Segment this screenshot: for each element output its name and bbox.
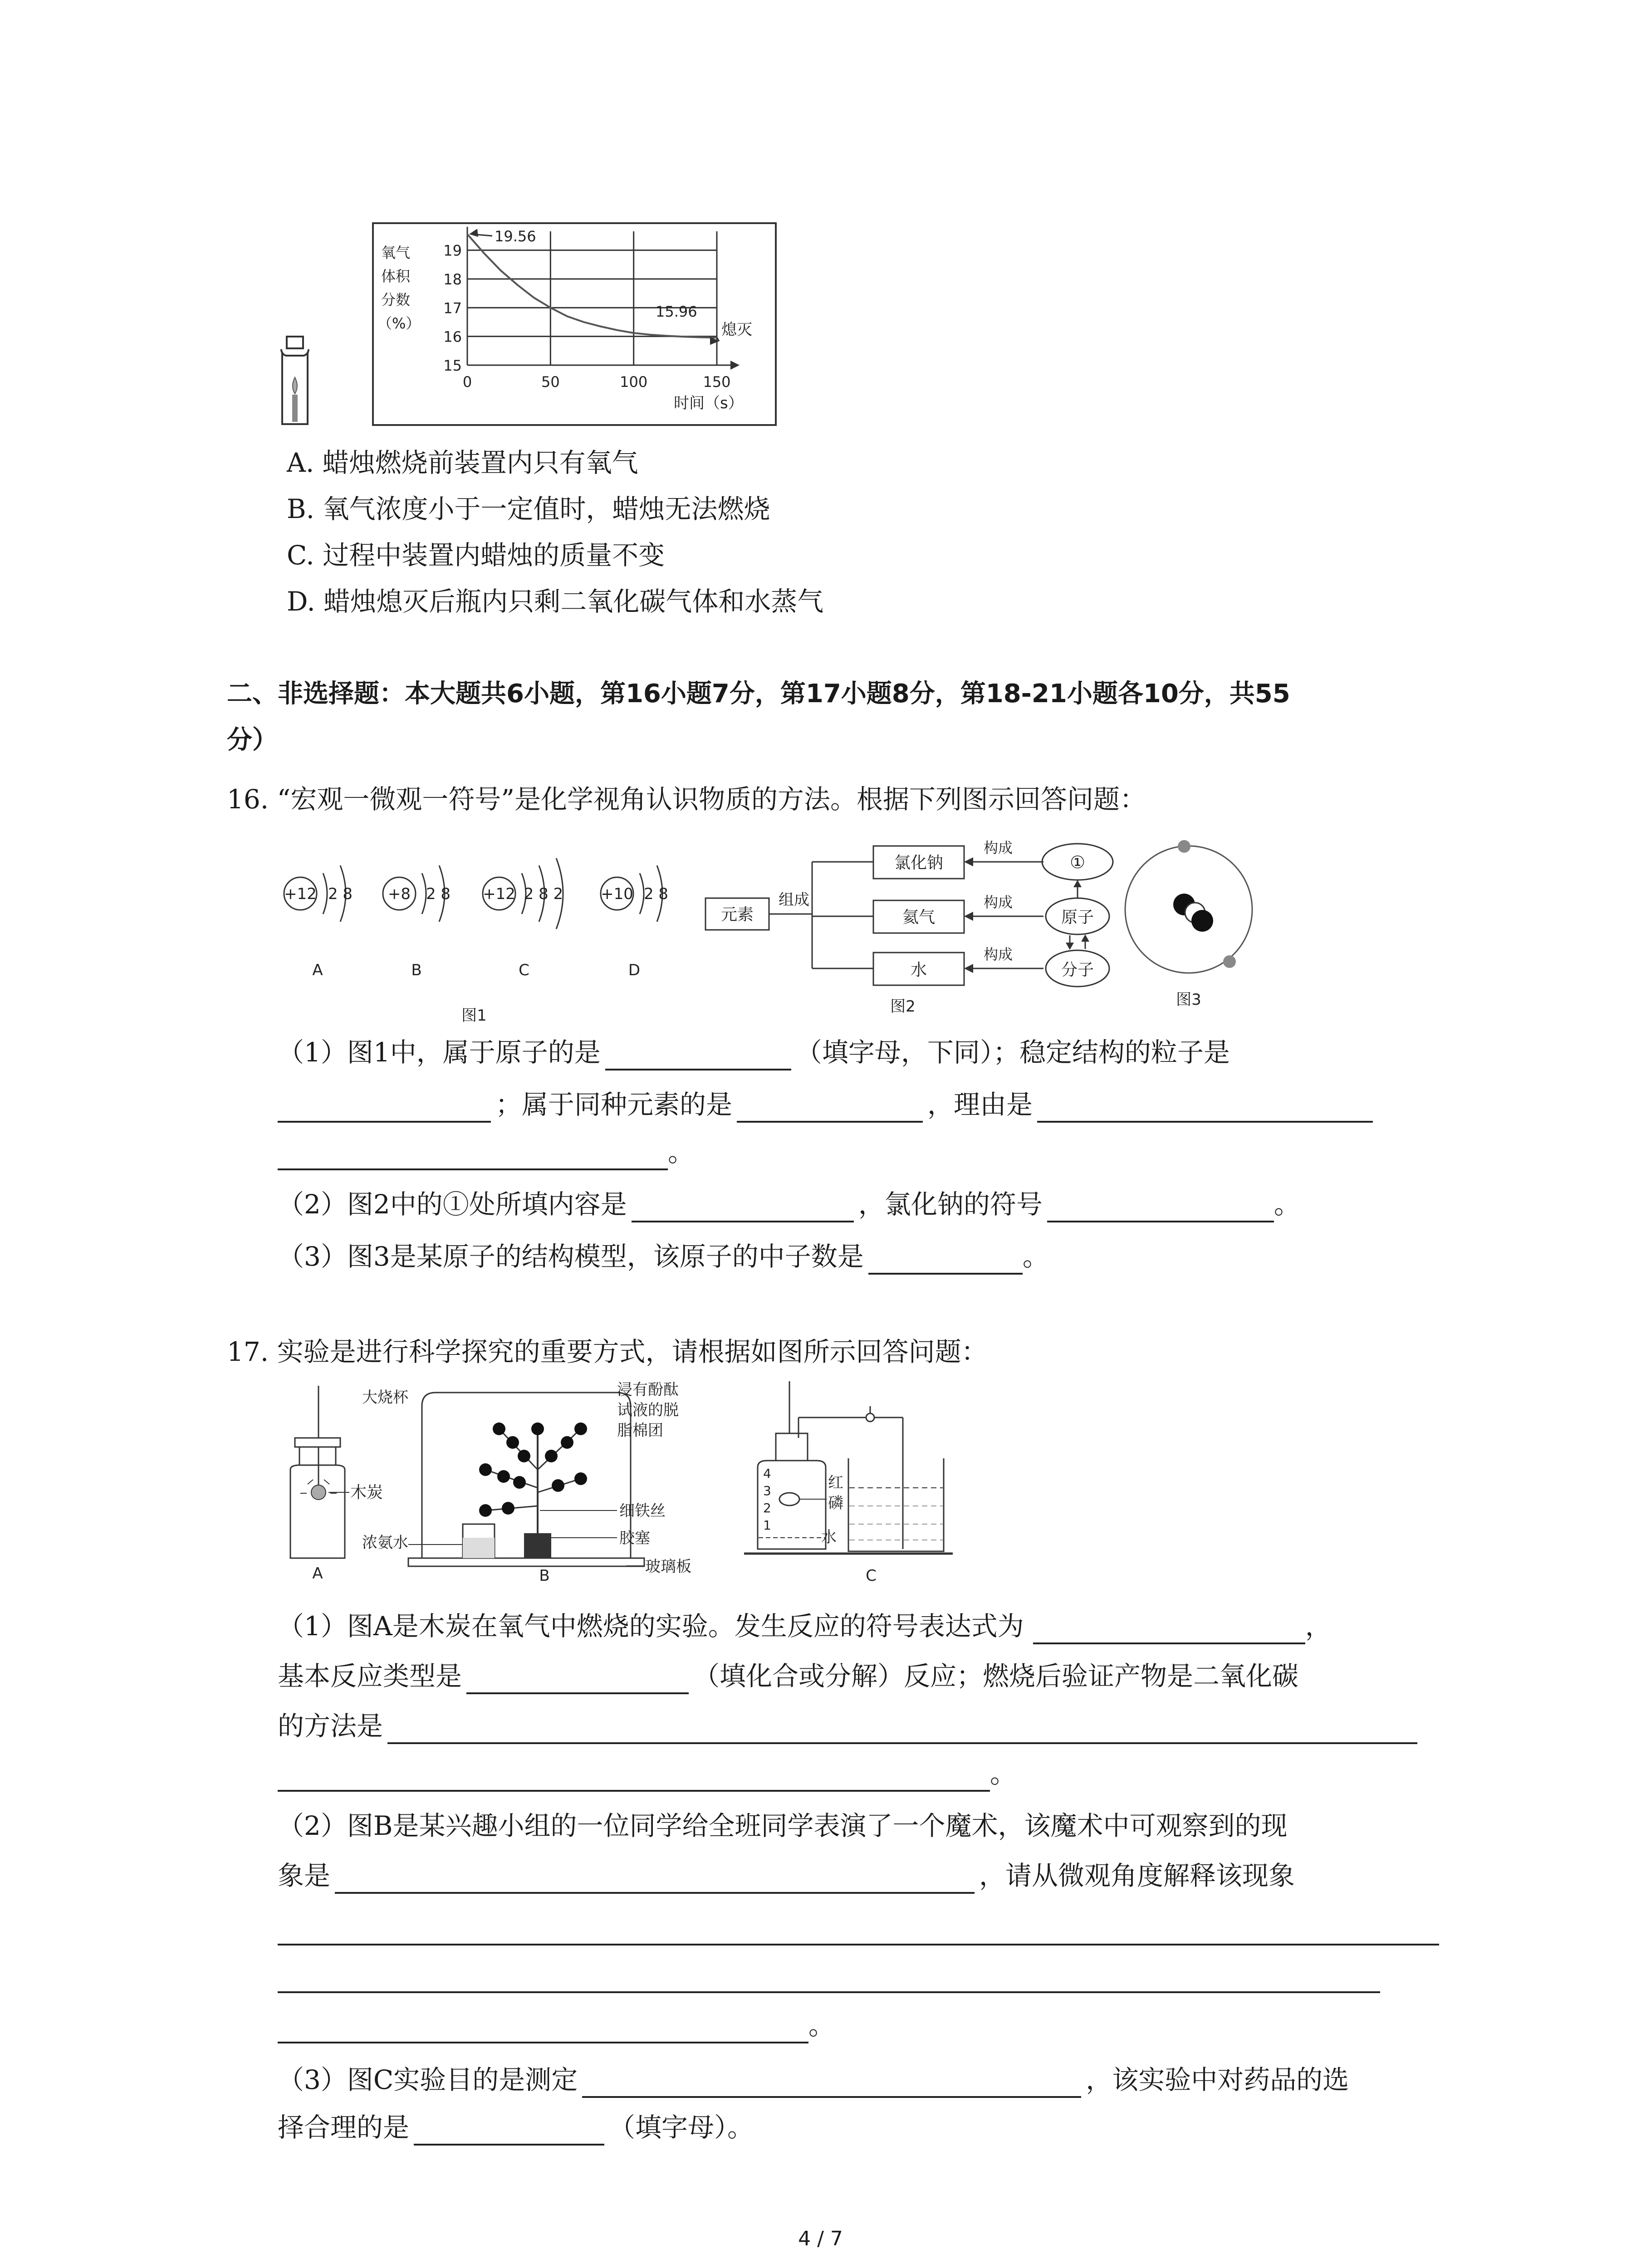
q16-figures (272, 830, 1270, 1030)
svg-text:2 8: 2 8 (328, 885, 353, 903)
q17-part1-line3: 的方法是 (278, 1708, 1417, 1744)
svg-text:B: B (539, 1567, 550, 1585)
svg-text:2 8: 2 8 (643, 885, 669, 903)
x-tick-label: 50 (541, 373, 560, 391)
q15-option-c: C. 过程中装置内蜡烛的质量不变 (287, 540, 665, 571)
svg-text:水: 水 (910, 961, 927, 979)
q17-part2-line1: （2）图B是某兴趣小组的一位同学给全班同学表演了一个魔术，该魔术中可观察到的现 (278, 1810, 1288, 1841)
svg-text:+12: +12 (284, 885, 317, 903)
q15-option-a: A. 蜡烛燃烧前装置内只有氧气 (287, 447, 638, 478)
q17-blank-explain-3[interactable] (278, 2014, 808, 2043)
svg-text:D: D (628, 961, 641, 979)
atom-diagram-a (284, 865, 353, 979)
svg-text:大烧杯: 大烧杯 (362, 1388, 408, 1407)
q15-illustration (272, 218, 780, 445)
q17-blank-measure[interactable] (582, 2068, 1081, 2098)
end-value-label: 15.96 (656, 303, 697, 320)
q16-part2: （2）图2中的①处所填内容是 ，氯化钠的符号 。 (278, 1186, 1300, 1222)
q17-part2-line2: 象是 ，请从微观角度解释该现象 (278, 1857, 1295, 1894)
svg-text:+8: +8 (387, 885, 411, 903)
svg-text:浓氨水: 浓氨水 (362, 1534, 408, 1552)
q16-blank-nacl-symbol[interactable] (1047, 1193, 1274, 1222)
y-axis-label-1: 氧气 (381, 244, 411, 261)
q16-part3: （3）图3是某原子的结构模型，该原子的中子数是 。 (278, 1238, 1049, 1275)
x-tick-label: 0 (462, 373, 472, 391)
q16-blank-atoms[interactable] (605, 1041, 791, 1070)
start-arrowhead (469, 229, 478, 237)
svg-text:3: 3 (763, 1483, 771, 1498)
svg-text:构成: 构成 (983, 946, 1013, 963)
q16-blank-neutrons[interactable] (868, 1245, 1023, 1275)
svg-text:磷: 磷 (828, 1494, 843, 1512)
svg-text:构成: 构成 (983, 894, 1013, 911)
q16-blank-reason[interactable] (1037, 1093, 1373, 1123)
extinguish-label: 熄灭 (721, 321, 752, 339)
section2-heading-line1: 二、非选择题：本大题共6小题，第16小题7分，第17小题8分，第18-21小题各10分，共55 (227, 679, 1290, 709)
y-axis-label-3: 分数 (381, 291, 411, 308)
q17-part3-line1: （3）图C实验目的是测定 ，该实验中对药品的选 (278, 2062, 1349, 2098)
q17-blank-verify-cont[interactable] (278, 1762, 990, 1792)
q15-figure (272, 218, 780, 445)
q16-blank-fill1[interactable] (632, 1193, 854, 1222)
q17-part1-line4: 。 (278, 1755, 1016, 1792)
svg-text:2 8: 2 8 (426, 885, 451, 903)
svg-text:构成: 构成 (983, 839, 1013, 856)
charcoal-bottle-icon (290, 1386, 383, 1583)
svg-text:水: 水 (821, 1528, 837, 1546)
q16-stem: 16. “宏观一微观一符号”是化学视角认识物质的方法。根据下列图示回答问题： (227, 784, 1146, 815)
svg-text:氦气: 氦气 (902, 908, 936, 927)
q17-blank-reagent[interactable] (414, 2116, 604, 2146)
svg-text:原子: 原子 (1061, 908, 1094, 927)
q17-blank-explain-2[interactable] (278, 1991, 1380, 1993)
svg-text:A: A (312, 1564, 323, 1583)
svg-text:脂棉团: 脂棉团 (617, 1422, 663, 1440)
y-tick-label: 18 (443, 271, 462, 288)
svg-text:2: 2 (763, 1501, 771, 1515)
atom-model-icon (1125, 840, 1252, 1009)
q17-figures (272, 1379, 998, 1588)
start-value-label: 19.56 (495, 228, 536, 245)
y-axis-label-4: （%） (377, 315, 421, 332)
q15-option-d: D. 蜡烛熄灭后瓶内只剩二氧化碳气体和水蒸气 (287, 586, 824, 617)
q15-option-b: B. 氧气浓度小于一定值时，蜡烛无法燃烧 (287, 494, 770, 524)
q16-blank-same-element[interactable] (737, 1093, 923, 1123)
svg-text:组成: 组成 (779, 891, 809, 909)
svg-text:4: 4 (763, 1466, 771, 1481)
svg-text:元素: 元素 (720, 905, 754, 924)
svg-text:胶塞: 胶塞 (619, 1529, 650, 1547)
svg-text:C: C (519, 961, 529, 979)
svg-text:玻璃板: 玻璃板 (645, 1558, 691, 1576)
q17-blank-reaction-type[interactable] (466, 1664, 689, 1694)
q17-part1-line1: （1）图A是木炭在氧气中燃烧的实验。发生反应的符号表达式为 ， (278, 1608, 1332, 1644)
q17-blank-phenomenon[interactable] (335, 1864, 975, 1894)
x-axis-arrow (730, 361, 740, 370)
phosphorus-oxygen-apparatus-icon (744, 1381, 953, 1585)
section2-heading-line2: 分） (227, 725, 278, 755)
svg-text:1: 1 (763, 1518, 771, 1533)
svg-text:分子: 分子 (1061, 961, 1094, 979)
y-axis-label-2: 体积 (381, 268, 411, 285)
svg-text:B: B (411, 961, 422, 979)
fig2-caption: 图2 (890, 997, 916, 1016)
svg-text:+12: +12 (483, 885, 515, 903)
x-axis-label: 时间（s） (674, 394, 744, 412)
svg-text:2 8 2: 2 8 2 (524, 885, 563, 903)
y-tick-label: 16 (443, 328, 462, 346)
svg-text:试液的脱: 试液的脱 (617, 1401, 679, 1419)
q16-part1-line3: 。 (278, 1134, 694, 1170)
svg-text:+10: +10 (601, 885, 633, 903)
svg-text:木炭: 木炭 (350, 1483, 383, 1502)
q17-part1-line2: 基本反应类型是 （填化合或分解）反应；燃烧后验证产物是二氧化碳 (278, 1658, 1298, 1694)
page-number: 4 / 7 (798, 2227, 843, 2250)
q17-blank-explain-1[interactable] (278, 1944, 1439, 1945)
ammonia-beaker-experiment-icon (362, 1381, 691, 1585)
q16-blank-reason-cont[interactable] (278, 1140, 668, 1170)
svg-text:细铁丝: 细铁丝 (619, 1502, 666, 1520)
svg-text:浸有酚酞: 浸有酚酞 (617, 1381, 679, 1399)
svg-text:A: A (312, 961, 323, 979)
fig3-caption: 图3 (1176, 991, 1201, 1009)
atom-diagram-d (601, 865, 668, 979)
q17-stem: 17. 实验是进行科学探究的重要方式，请根据如图所示回答问题： (227, 1336, 988, 1367)
x-tick-label: 150 (703, 373, 731, 391)
q16-illustration (272, 830, 1270, 1030)
q17-blank-equation[interactable] (1033, 1614, 1305, 1644)
concept-map (705, 839, 1113, 1016)
svg-text:C: C (866, 1567, 877, 1585)
q17-part3-line2: 择合理的是 （填字母）。 (278, 2109, 754, 2146)
fig1-caption: 图1 (461, 1007, 487, 1025)
candle-bottle-icon (281, 337, 309, 424)
q17-part2-line5: 。 (278, 2007, 835, 2043)
y-tick-label: 19 (443, 242, 462, 259)
svg-text:红: 红 (828, 1474, 843, 1492)
svg-text:氯化钠: 氯化钠 (894, 854, 944, 872)
x-tick-label: 100 (620, 373, 648, 391)
q16-part1-line2: ；属于同种元素的是 ，理由是 (278, 1086, 1373, 1123)
svg-text:①: ① (1069, 852, 1086, 872)
atom-diagram-b (383, 865, 451, 979)
q17-blank-verify-method[interactable] (387, 1714, 1417, 1744)
q16-part1-line1: （1）图1中，属于原子的是 （填字母，下同）；稳定结构的粒子是 (278, 1034, 1230, 1070)
y-tick-label: 17 (443, 299, 462, 317)
q16-blank-stable[interactable] (278, 1093, 491, 1123)
atom-diagram-c (483, 858, 563, 979)
q17-illustration (272, 1379, 998, 1588)
y-tick-label: 15 (443, 357, 462, 374)
